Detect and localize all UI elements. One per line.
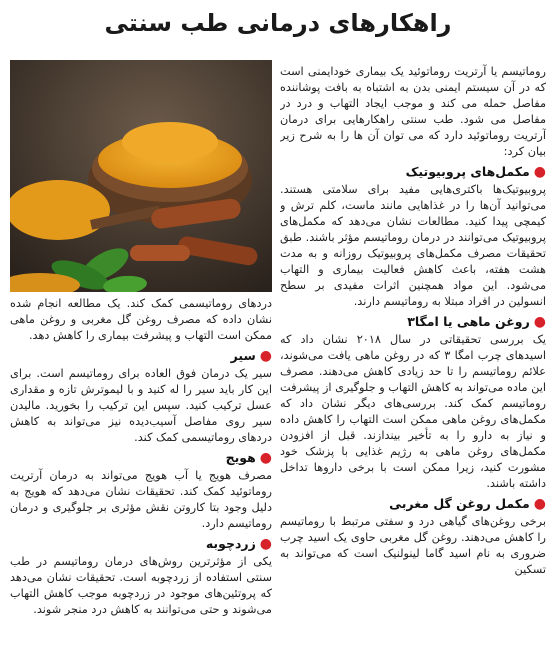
section-text: مصرف هویج یا آب هویج می‌تواند به درمان آرتریت روماتوئید کمک کند. تحقیقات نشان می‌دهد که هویج به دلیل وجود بتا کاروتن نقش مؤثری بر جلوگیری و درمان روماتیسم دارد. [10, 469, 272, 530]
section-text: یک بررسی تحقیقاتی در سال ۲۰۱۸ نشان داد که اسیدهای چرب امگا ۳ که در روغن ماهی یافت می‌شوند، علائم روماتیسم را تا حد زیادی کاهش می‌دهند. مصرف این ماده می‌تواند به کاهش التهاب و جلوگیری از پیشرفت روماتیسم کمک کند. بررسی‌های دیگر نشان داد که مکمل‌های روغن ماهی ممکن است التهاب را کاهش داده و نیاز به دارو را به تأخیر بیندازند. قبل از افزودن مکمل‌های روغن ماهی به رژیم غذایی با پزشک خود مشورت کنید، زیرا ممکن است با برخی داروها تداخل داشته باشند. [280, 333, 546, 490]
bullet-icon: ● [259, 348, 272, 364]
section-text: سیر یک درمان فوق العاده برای روماتیسم است. برای این کار باید سیر را له کنید و با لیموترش تازه و مقداری عسل ترکیب کنید. سپس این ترکیب را بخورید. مالیدن سیر روی مفاصل آسیب‌دیده نیز می‌تواند به کاهش دردهای روماتیسمی کمک کند. [10, 367, 272, 444]
bullet-icon: ● [259, 450, 272, 466]
section-heading: ●زردچوبه [205, 536, 272, 552]
bullet-icon: ● [533, 314, 546, 330]
section-text: پروبیوتیک‌ها باکتری‌هایی مفید برای سلامتی هستند. می‌توانید آن‌ها را در غذاهایی مانند ماست، کلم ترش و کیمچی پیدا کنید. مطالعات نشان می‌دهد که مکمل‌های پروبیوتیک می‌توانند در درمان روماتیسم مؤثر باشند. طبق تحقیقات مصرف مکمل‌های پروبیوتیک روزانه و به مدت هشت هفته، باعث کاهش فعالیت بیماری و التهاب می‌شود. این مواد همچنین اثرات مفیدی بر سطح انسولین در افراد مبتلا به روماتیسم دارند. [280, 183, 546, 308]
left-column [10, 296, 272, 668]
turmeric-illustration [10, 60, 272, 292]
bullet-icon: ● [533, 164, 546, 180]
section-heading: ●روغن ماهی یا امگا۳ [407, 314, 546, 330]
section-heading: ●هویج [225, 450, 272, 466]
intro-paragraph: روماتیسم یا آرتریت روماتوئید یک بیماری خودایمنی است که در آن سیستم ایمنی بدن به اشتباه به بافت پوشاننده مفاصل حمله می کند و موجب ایجاد التهاب و درد در مفاصل می شود. طب سنتی راهکارهایی برای درمان آرتریت روماتوئید دارد که می توان آن ها را به شرح زیر بیان کرد: [280, 65, 546, 158]
bullet-icon: ● [259, 536, 272, 552]
section-heading: ●سیر [230, 348, 272, 364]
bullet-icon: ● [533, 496, 546, 512]
section-heading: ●مکمل‌های پروبیوتیک [405, 164, 546, 180]
article-title: راهکارهای درمانی طب سنتی [104, 9, 452, 37]
section-text: یکی از مؤثرترین روش‌های درمان روماتیسم در طب سنتی استفاده از زردچوبه است. تحقیقات نشان می‌دهد که پروتئین‌های موجود در زردچوبه موجب کاهش التهاب می‌شوند و حتی می‌توانند به کاهش درد منجر شوند. [10, 555, 272, 616]
section-text: برخی روغن‌های گیاهی درد و سفتی مرتبط با روماتیسم را کاهش می‌دهند. روغن گل مغربی حاوی یک اسید چرب ضروری به نام اسید گاما لینولنیک است که می‌تواند به تسکین [280, 515, 546, 576]
continued-paragraph: دردهای روماتیسمی کمک کند. یک مطالعه انجام شده نشان داده که مصرف روغن گل مغربی و روغن ماهی ممکن است التهاب و پیشرفت بیماری را کاهش دهد. [10, 297, 272, 342]
turmeric-photo [10, 60, 272, 292]
right-column [280, 64, 546, 668]
section-heading: ●مکمل روغن گل مغربی [389, 496, 546, 512]
